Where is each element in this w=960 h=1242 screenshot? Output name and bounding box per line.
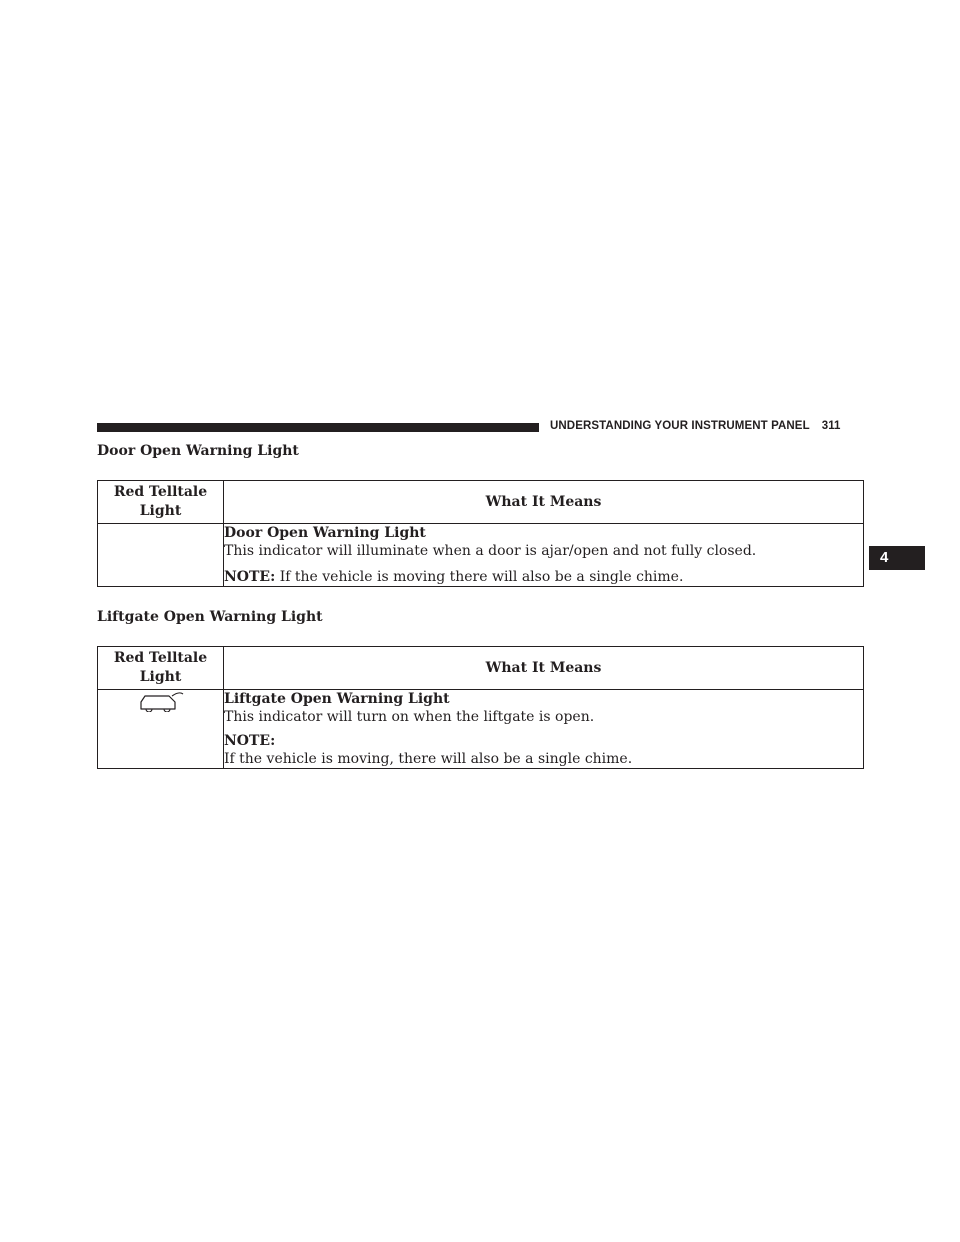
section-heading-door-open: Door Open Warning Light <box>97 443 299 459</box>
liftgate-open-icon <box>135 690 187 712</box>
row-description: This indicator will illuminate when a door is ajar/open and not fully closed. <box>224 543 757 559</box>
meaning-cell <box>224 690 864 769</box>
running-head <box>550 420 870 432</box>
table-row <box>98 524 864 587</box>
col-header-what-it-means: What It Means <box>224 481 864 524</box>
col-header-what-it-means: What It Means <box>224 647 864 690</box>
col-header-red-telltale-light: Red Telltale Light <box>98 481 224 524</box>
note-text: If the vehicle is moving, there will also be a single chime. <box>224 751 633 767</box>
door-open-telltale-table <box>97 480 864 587</box>
note-label: NOTE: <box>224 733 276 749</box>
note-label: NOTE: <box>224 569 276 585</box>
note-text: If the vehicle is moving there will also be a single chime. <box>279 569 684 585</box>
page-number: 311 <box>821 420 841 432</box>
row-title: Door Open Warning Light <box>224 525 426 541</box>
section-heading-liftgate-open: Liftgate Open Warning Light <box>97 609 323 625</box>
header-rule <box>97 423 539 432</box>
row-title: Liftgate Open Warning Light <box>224 691 450 707</box>
telltale-icon-cell <box>98 524 224 587</box>
table-row <box>98 690 864 769</box>
note <box>224 568 863 586</box>
telltale-icon-cell <box>98 690 224 769</box>
table-header-row <box>98 647 864 690</box>
meaning-cell <box>224 524 864 587</box>
liftgate-open-telltale-table <box>97 646 864 769</box>
table-header-row <box>98 481 864 524</box>
col-header-red-telltale-light: Red Telltale Light <box>98 647 224 690</box>
running-head-title: UNDERSTANDING YOUR INSTRUMENT PANEL <box>550 420 810 432</box>
note <box>224 732 863 768</box>
row-description: This indicator will turn on when the liftgate is open. <box>224 709 595 725</box>
chapter-tab: 4 <box>869 546 925 570</box>
